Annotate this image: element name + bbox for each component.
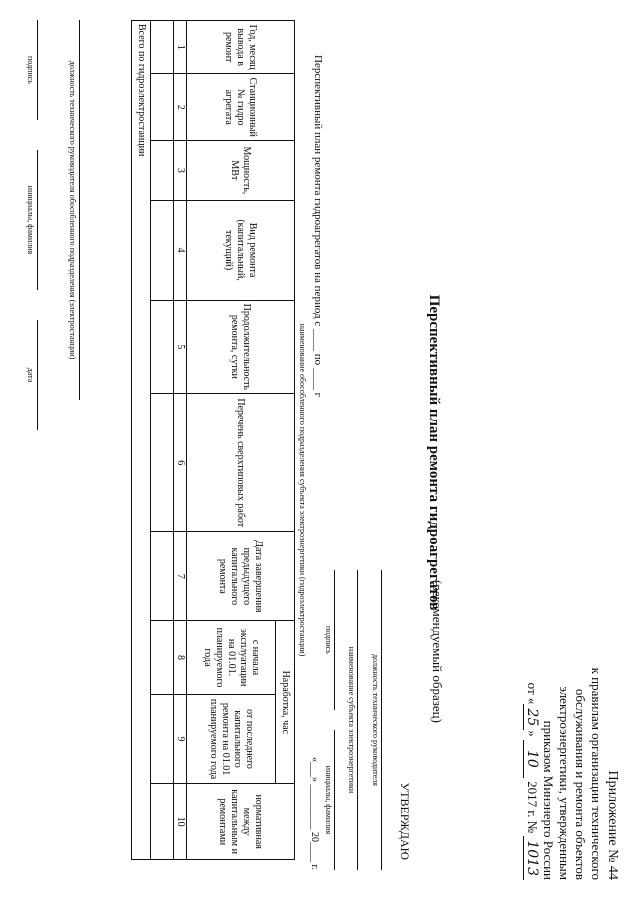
column-number: 8 (174, 621, 187, 694)
column-number: 3 (174, 141, 187, 200)
column-number: 6 (174, 394, 187, 532)
footer-date-caption: дата (26, 367, 35, 383)
footer-position-caption: должность технического руководителя обособленного подразделения (электростанции) (68, 60, 77, 360)
sample-note: (рекомендуемый образец) (430, 580, 445, 723)
period-subcaption: наименование обособленного подразделения субъекта электроэнергетики (гидроэлектростанции) (298, 323, 307, 657)
column-number: 7 (174, 532, 187, 621)
header-line-1: Приложение № 44 (605, 770, 620, 880)
name-line (334, 730, 335, 870)
footer-name-line (37, 150, 38, 290)
order-number: 1013 (523, 836, 540, 880)
table-cell (151, 141, 174, 200)
column-number: 2 (174, 74, 187, 141)
header-line-5: приказом Минэнерго России (541, 720, 556, 880)
footer-position-line (79, 20, 80, 400)
period-line: Перспективный план ремонта гидроагрегатов на период с ____ по ____ г (312, 55, 324, 398)
repair-plan-table (131, 20, 295, 860)
table-cell (151, 200, 174, 300)
table-cell (151, 784, 174, 860)
column-number: 9 (174, 694, 187, 784)
header-line-2: к правилам организации технического (589, 667, 604, 880)
col-header-2: Станционный № гидро агрегата (187, 74, 295, 141)
name-caption: инициалы, фамилия (324, 765, 333, 835)
group-header: Наработка, час (276, 621, 295, 784)
table-cell (151, 74, 174, 141)
column-number: 5 (174, 300, 187, 393)
entity-line (357, 570, 358, 870)
header-line-3: обслуживания и ремонта объектов (573, 688, 588, 880)
col-header-1: Год, месяц вывода в ремонт (187, 21, 295, 74)
header-date-line: от «25» 10 2017 г. № 1013 (524, 500, 540, 880)
column-number: 1 (174, 21, 187, 74)
date-day: 25 (523, 704, 540, 730)
col-header-5: Продолжительность ремонта, сутки (187, 300, 295, 393)
column-number-row (174, 21, 187, 860)
footer-sign-caption: подпись (26, 56, 35, 84)
table-cell (151, 21, 174, 74)
footer-date-line (37, 320, 38, 430)
total-row (132, 21, 151, 860)
table-cell (151, 621, 174, 694)
col-header-10: нормативная между капитальным и ремонтами (187, 784, 295, 860)
column-number: 10 (174, 784, 187, 860)
column-number: 4 (174, 200, 187, 300)
col-header-6: Перечень сверхтиповых работ (187, 394, 295, 532)
col-header-9: от последнего капитального ремонта на 01.01 планируемого года (187, 694, 276, 784)
position-line (381, 570, 382, 870)
approval-title: УТВЕРЖДАЮ (398, 782, 412, 860)
table-row (151, 21, 174, 860)
table-cell (151, 694, 174, 784)
position-caption: должность технического руководителя (371, 654, 380, 786)
footer-sign-line (37, 20, 38, 120)
document-title: Перспективный план ремонта гидроагрегатов (426, 294, 442, 611)
table-cell (151, 394, 174, 532)
sign-caption: подпись (324, 626, 333, 654)
col-header-4: Вид ремонта (капитальный, текущий) (187, 200, 295, 300)
col-header-8: с начала эксплуатации на 01.01. планируемого года (187, 621, 276, 694)
footer-name-caption: инициалы, фамилия (26, 185, 35, 255)
total-label: Всего по гидроэлектростанции (132, 21, 151, 860)
appendix-header (524, 500, 620, 880)
col-header-7: Дата завершения предыдущего капитального ремонта (187, 532, 295, 621)
sign-line (334, 570, 335, 710)
entity-caption: наименование субъекта электроэнергетики (347, 646, 356, 794)
table-cell (151, 532, 174, 621)
date-month: 10 (523, 740, 540, 778)
table-cell (151, 300, 174, 393)
col-header-3: Мощность, МВт (187, 141, 295, 200)
approval-date-line: «___» _________ 20____ г. (309, 757, 320, 870)
header-line-4: электроэнергетики, утвержденным (557, 686, 572, 880)
table-header-row (276, 21, 295, 860)
